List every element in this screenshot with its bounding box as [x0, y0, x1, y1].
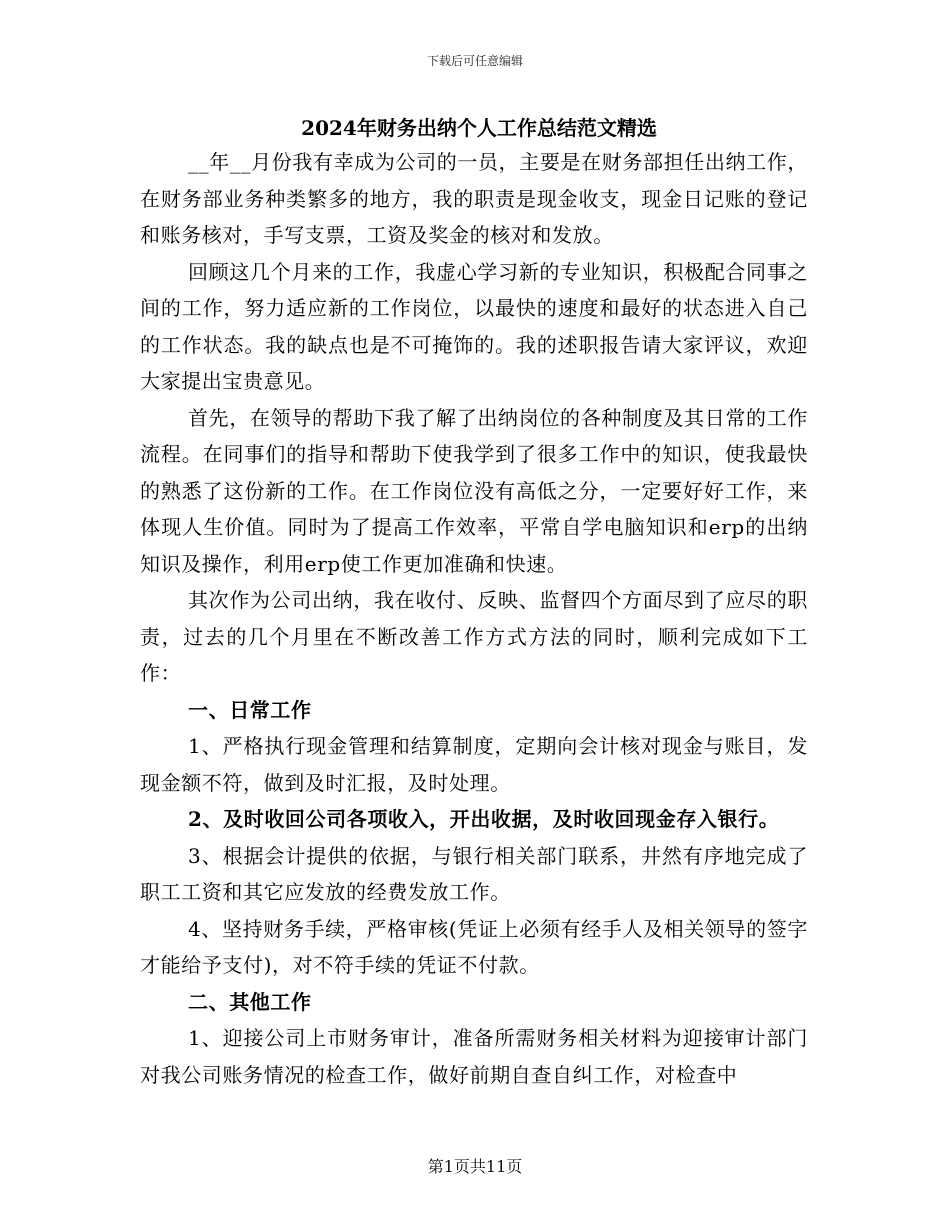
page-number: 第1页共11页	[427, 1157, 523, 1176]
paragraph-intro: __年__月份我有幸成为公司的一员，主要是在财务部担任出纳工作，在财务部业务种类繁多的地方，我的职责是现金收支，现金日记账的登记和账务核对，手写支票，工资及奖金的核对和发放。	[140, 150, 808, 247]
paragraph-second: 其次作为公司出纳，我在收付、反映、监督四个方面尽到了应尽的职责，过去的几个月里在不断改善工作方式方法的同时，顺利完成如下工作：	[140, 588, 808, 685]
paragraph-first: 首先，在领导的帮助下我了解了出纳岗位的各种制度及其日常的工作流程。在同事们的指导和帮助下使我学到了很多工作中的知识，使我最快的熟悉了这份新的工作。在工作岗位没有高低之分，一定要好好工作，来体现人生价值。同时为了提高工作效率，平常自学电脑知识和erp的出纳知识及操作，利用erp使工作更加准确和快速。	[140, 405, 808, 576]
document-title: 2024年财务出纳个人工作总结范文精选	[301, 116, 657, 140]
section-heading-other-work: 二、其他工作	[188, 989, 312, 1014]
section-heading-daily-work: 一、日常工作	[188, 697, 312, 722]
header-note: 下载后可任意编辑	[426, 54, 523, 68]
document-body	[140, 114, 808, 1093]
daily-work-item-2: 2、及时收回公司各项收入，开出收据，及时收回现金存入银行。	[188, 807, 780, 831]
daily-work-item-4: 4、坚持财务手续，严格审核(凭证上必须有经手人及相关领导的签字才能给予支付)，对不符手续的凭证不付款。	[140, 916, 808, 977]
daily-work-item-3: 3、根据会计提供的依据，与银行相关部门联系，井然有序地完成了职工工资和其它应发放的经费发放工作。	[140, 843, 808, 904]
paragraph-review: 回顾这几个月来的工作，我虚心学习新的专业知识，积极配合同事之间的工作，努力适应新的工作岗位，以最快的速度和最好的状态进入自己的工作状态。我的缺点也是不可掩饰的。我的述职报告请大家评议，欢迎大家提出宝贵意见。	[140, 259, 808, 393]
daily-work-item-1: 1、严格执行现金管理和结算制度，定期向会计核对现金与账目，发现金额不符，做到及时汇报，及时处理。	[140, 734, 808, 795]
other-work-item-1: 1、迎接公司上市财务审计，准备所需财务相关材料为迎接审计部门对我公司账务情况的检查工作，做好前期自查自纠工作，对检查中	[140, 1026, 808, 1087]
